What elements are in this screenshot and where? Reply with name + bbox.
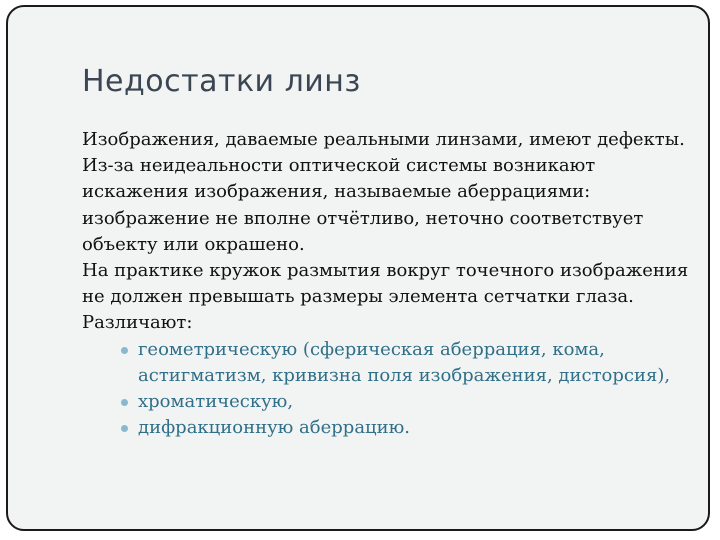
list-item-label: хроматическую,: [138, 391, 294, 413]
slide-body: [82, 127, 692, 441]
list-item-diffraction: [138, 415, 692, 441]
list-item-label: дифракционную аберрацию.: [138, 417, 411, 439]
bullet-dot-icon: [121, 399, 128, 406]
bullet-dot-icon: [121, 347, 128, 354]
paragraph-aberrations: Изображения, даваемые реальными линзами, имеют дефекты. Из-за неидеальности оптической системы возникают искажения изображения, называемые аберрациями: изображение не вполне отчётливо, неточно соответствует объекту или окрашено.: [82, 129, 685, 255]
paragraph-blur-circle: На практике кружок размытия вокруг точечного изображения не должен превышать размеры элемента сетчатки глаза.: [82, 260, 689, 308]
slide-frame: [6, 5, 710, 531]
list-item-label: геометрическую (сферическая аберрация, кома, астигматизм, кривизна поля изображения, дисторсия),: [138, 338, 671, 386]
list-item-geometric: [138, 337, 692, 389]
list-item-chromatic: [138, 389, 692, 415]
aberration-types-list: [82, 337, 692, 442]
paragraph-distinguish: Различают:: [82, 312, 193, 334]
slide-title: Недостатки линз: [82, 64, 361, 99]
bullet-dot-icon: [121, 425, 128, 432]
